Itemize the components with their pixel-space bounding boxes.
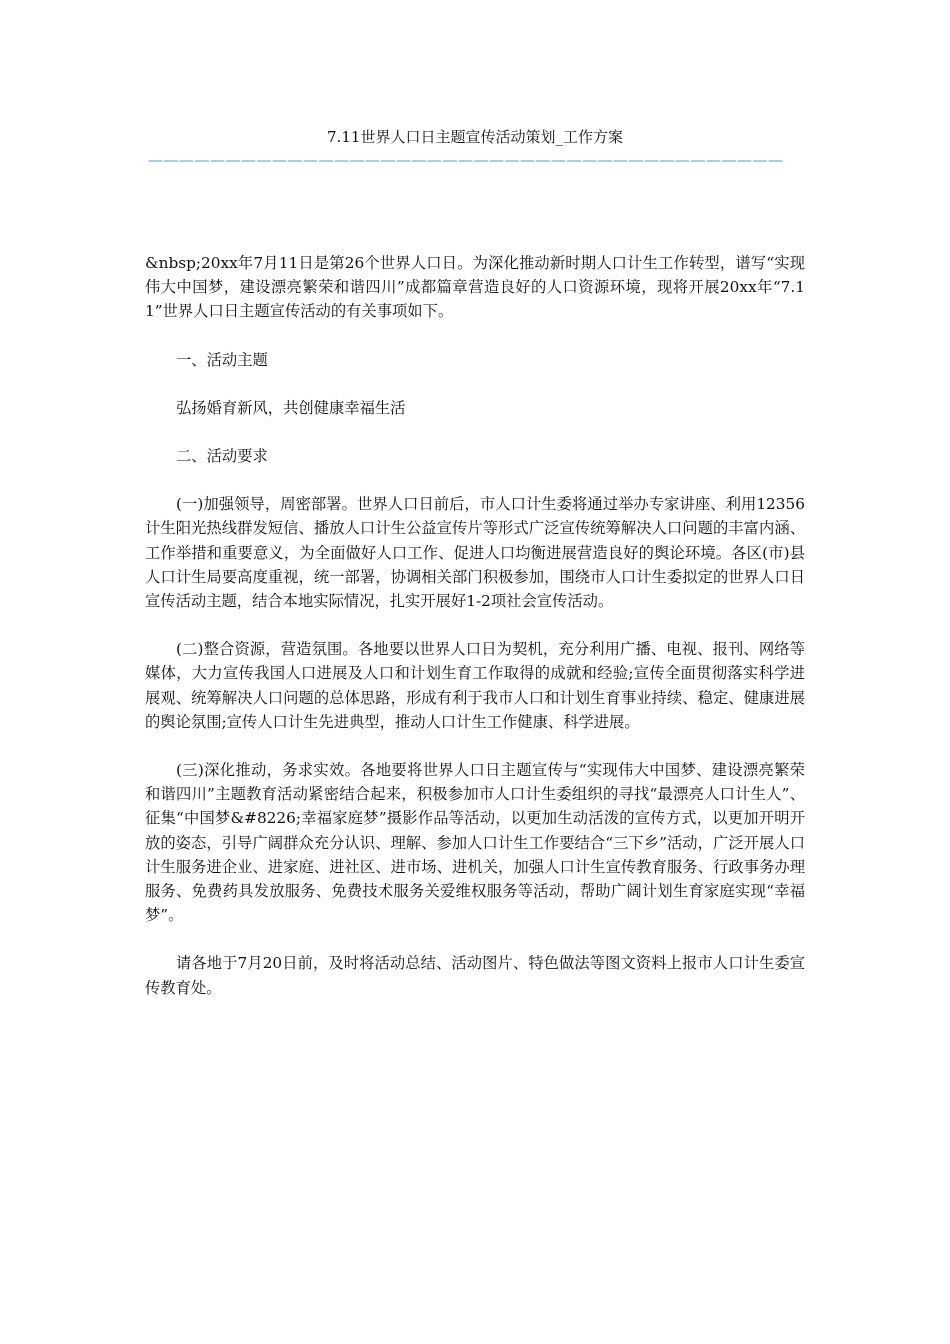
document-title: 7.11世界人口日主题宣传活动策划_工作方案 bbox=[327, 128, 623, 146]
requirement-paragraph-2: (二)整合资源，营造氛围。各地要以世界人口日为契机，充分利用广播、电视、报刊、网络等媒体，大力宣传我国人口进展及人口和计划生育工作取得的成就和经验;宣传全面贯彻落实科学进展观、统筹解决人口问题的总体思路，形成有利于我市人口和计划生育事业持续、稳定、健康进展的舆论氛围;宣传人口计生先进典型，推动人口计生工作健康、科学进展。 bbox=[145, 640, 805, 731]
closing-paragraph: 请各地于7月20日前，及时将活动总结、活动图片、特色做法等图文资料上报市人口计生委宣传教育处。 bbox=[145, 954, 805, 997]
intro-paragraph: &nbsp;20xx年7月11日是第26个世界人口日。为深化推动新时期人口计生工作转型，谱写“实现伟大中国梦，建设漂亮繁荣和谐四川”成都篇章营造良好的人口资源环境，现将开展20xx年“7.11”世界人口日主题宣传活动的有关事项如下。 bbox=[145, 254, 805, 321]
requirement-paragraph-3: (三)深化推动，务求实效。各地要将世界人口日主题宣传与“实现伟大中国梦、建设漂亮繁荣和谐四川”主题教育活动紧密结合起来，积极参加市人口计生委组织的寻找“最漂亮人口计生人”、征集“中国梦&#8226;幸福家庭梦”摄影作品等活动，以更加生动活泼的宣传方式，以更加开明开放的姿态，引导广阔群众充分认识、理解、参加人口计生工作要结合“三下乡”活动，广泛开展人口计生服务进企业、进家庭、进社区、进市场、进机关，加强人口计生宣传教育服务、行政事务办理服务、免费药具发放服务、免费技术服务关爱维权服务等活动，帮助广阔计划生育家庭实现“幸福梦”。 bbox=[145, 761, 805, 925]
theme-text: 弘扬婚育新风，共创健康幸福生活 bbox=[176, 398, 406, 417]
section-heading-theme: 一、活动主题 bbox=[176, 350, 268, 369]
title-separator: ————————————————————————————————————————— bbox=[148, 151, 784, 169]
section-heading-requirements: 二、活动要求 bbox=[176, 447, 268, 466]
document-body bbox=[145, 251, 805, 1024]
requirement-paragraph-1: (一)加强领导，周密部署。世界人口日前后，市人口计生委将通过举办专家讲座、利用12356计生阳光热线群发短信、播放人口计生公益宣传片等形式广泛宣传统筹解决人口问题的丰富内涵、工作举措和重要意义，为全面做好人口工作、促进人口均衡进展营造良好的舆论环境。各区(市)县人口计生局要高度重视，统一部署，协调相关部门积极参加，围绕市人口计生委拟定的世界人口日宣传活动主题，结合本地实际情况，扎实开展好1-2项社会宣传活动。 bbox=[145, 495, 805, 611]
